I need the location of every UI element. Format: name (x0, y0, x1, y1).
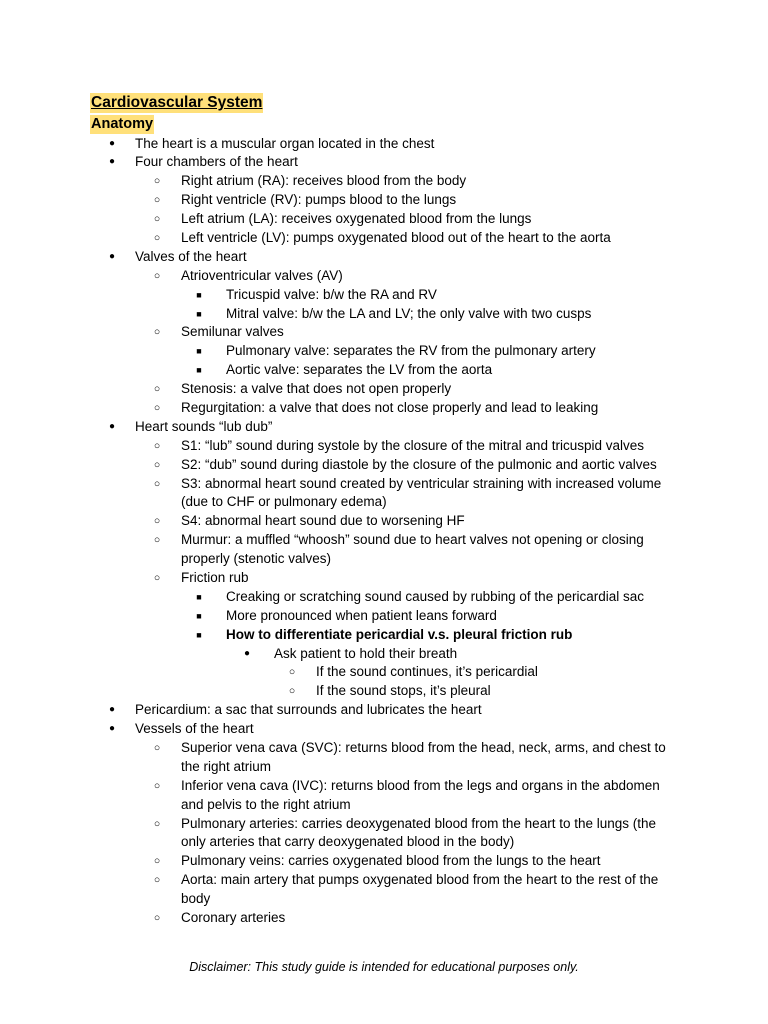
outline-line-text: Mitral valve: b/w the LA and LV; the only valve with two cusps (226, 305, 592, 321)
hollow-bullet-icon: ○ (153, 194, 161, 207)
hollow-bullet-icon: ○ (153, 326, 161, 339)
hollow-bullet-icon: ○ (153, 175, 161, 188)
outline-line (0, 645, 768, 664)
outline-line (0, 777, 768, 796)
square-bullet-icon: ■ (196, 591, 202, 602)
outline-line-text: Pulmonary veins: carries oxygenated blood from the lungs to the heart (181, 853, 601, 869)
outline-line (0, 852, 768, 871)
outline-line (0, 493, 768, 512)
outline-line-text: the right atrium (181, 758, 272, 774)
outline-line (0, 153, 768, 172)
outline-line (0, 437, 768, 456)
outline-line (0, 682, 768, 701)
square-bullet-icon: ■ (196, 346, 202, 357)
outline-line (0, 267, 768, 286)
outline-line-text: Ask patient to hold their breath (274, 645, 458, 661)
outline-line-text: (due to CHF or pulmonary edema) (181, 494, 387, 510)
outline-line-text: More pronounced when patient leans forward (226, 607, 497, 623)
section-heading-anatomy: Anatomy (91, 116, 154, 132)
outline-line-text: Semilunar valves (181, 324, 284, 340)
outline-line (0, 418, 768, 437)
outline-line-text: Heart sounds “lub dub” (135, 418, 273, 434)
outline-line-text: S1: “lub” sound during systole by the closure of the mitral and tricuspid valves (181, 437, 644, 453)
hollow-bullet-icon: ○ (288, 666, 296, 679)
outline-line (0, 342, 768, 361)
filled-bullet-icon: ● (108, 250, 116, 262)
outline-line-text: If the sound continues, it’s pericardial (316, 664, 538, 680)
square-bullet-icon: ■ (196, 629, 202, 640)
outline-line-text: Pulmonary arteries: carries deoxygenated blood from the heart to the lungs (the (181, 815, 657, 831)
outline-line (0, 588, 768, 607)
square-bullet-icon: ■ (196, 289, 202, 300)
hollow-bullet-icon: ○ (153, 269, 161, 282)
outline-line (0, 815, 768, 834)
hollow-bullet-icon: ○ (153, 515, 161, 528)
outline-line-text: Aortic valve: separates the LV from the aorta (226, 362, 493, 378)
filled-bullet-icon: ● (108, 137, 116, 149)
hollow-bullet-icon: ○ (153, 912, 161, 925)
outline-line (0, 607, 768, 626)
outline-line-text: Pericardium: a sac that surrounds and lubricates the heart (135, 702, 482, 718)
outline-line (0, 833, 768, 852)
outline-line (0, 229, 768, 248)
outline-line-text: Inferior vena cava (IVC): returns blood from the legs and organs in the abdomen (181, 777, 660, 793)
square-bullet-icon: ■ (196, 610, 202, 621)
outline-line (0, 323, 768, 342)
hollow-bullet-icon: ○ (153, 231, 161, 244)
hollow-bullet-icon: ○ (153, 779, 161, 792)
outline-line (0, 626, 768, 645)
outline-line (0, 135, 768, 154)
outline-line (0, 475, 768, 494)
hollow-bullet-icon: ○ (153, 383, 161, 396)
outline-line-text: properly (stenotic valves) (181, 551, 332, 567)
hollow-bullet-icon: ○ (153, 817, 161, 830)
outline-line-text: How to differentiate pericardial v.s. pleural friction rub (226, 626, 573, 642)
outline-line-text: S3: abnormal heart sound created by ventricular straining with increased volume (181, 475, 662, 491)
outline-line (0, 399, 768, 418)
outline-line (0, 361, 768, 380)
outline-line (0, 248, 768, 267)
outline-line-text: Right atrium (RA): receives blood from the body (181, 173, 467, 189)
outline-line-text: Four chambers of the heart (135, 154, 298, 170)
outline-line (0, 796, 768, 815)
filled-bullet-icon: ● (108, 704, 116, 716)
hollow-bullet-icon: ○ (153, 874, 161, 887)
hollow-bullet-icon: ○ (153, 439, 161, 452)
outline-line (0, 380, 768, 399)
outline-line (0, 871, 768, 890)
outline-line-text: Murmur: a muffled “whoosh” sound due to heart valves not opening or closing (181, 532, 644, 548)
outline-line-text: Creaking or scratching sound caused by rubbing of the pericardial sac (226, 588, 644, 604)
outline-line-text: The heart is a muscular organ located in the chest (135, 135, 435, 151)
hollow-bullet-icon: ○ (153, 742, 161, 754)
outline-line (0, 172, 768, 191)
filled-bullet-icon: ● (108, 723, 116, 735)
outline-line-text: Vessels of the heart (135, 721, 254, 737)
square-bullet-icon: ■ (196, 308, 202, 319)
outline-line (0, 909, 768, 928)
outline-line-text: If the sound stops, it’s pleural (316, 683, 491, 699)
outline-line-text: Tricuspid valve: b/w the RA and RV (226, 286, 437, 302)
outline-line (0, 191, 768, 210)
outline-line (0, 456, 768, 475)
outline-line (0, 286, 768, 305)
hollow-bullet-icon: ○ (153, 213, 161, 226)
outline-line-text: only arteries that carry deoxygenated blood in the body) (181, 834, 515, 850)
outline-line (0, 550, 768, 569)
hollow-bullet-icon: ○ (153, 571, 161, 584)
hollow-bullet-icon: ○ (153, 458, 161, 471)
outline-line (0, 758, 768, 777)
outline-line-text: Atrioventricular valves (AV) (181, 267, 343, 283)
outline-line-text: Stenosis: a valve that does not open properly (181, 381, 452, 397)
hollow-bullet-icon: ○ (153, 401, 161, 414)
outline-line (0, 663, 768, 682)
outline-line (0, 531, 768, 550)
square-bullet-icon: ■ (196, 365, 202, 376)
outline-line-text: S2: “dub” sound during diastole by the closure of the pulmonic and aortic valves (181, 456, 657, 472)
outline-line-text: Left ventricle (LV): pumps oxygenated blood out of the heart to the aorta (181, 229, 611, 245)
outline-line (0, 305, 768, 324)
outline-line-text: Pulmonary valve: separates the RV from the pulmonary artery (226, 343, 596, 359)
outline-line-text: Coronary arteries (181, 910, 286, 926)
outline-line-text: body (181, 891, 211, 907)
outline-line-text: Right ventricle (RV): pumps blood to the lungs (181, 192, 457, 208)
hollow-bullet-icon: ○ (153, 855, 161, 868)
outline-line (0, 890, 768, 909)
outline-line-text: Left atrium (LA): receives oxygenated blood from the lungs (181, 211, 532, 227)
outline-line-text: Aorta: main artery that pumps oxygenated blood from the heart to the rest of the (181, 872, 659, 888)
document-title: Cardiovascular System (91, 94, 263, 111)
outline-line (0, 512, 768, 531)
filled-bullet-icon: ● (108, 420, 116, 432)
outline-line-text: Valves of the heart (135, 248, 247, 264)
outline-line-text: Regurgitation: a valve that does not close properly and lead to leaking (181, 399, 599, 415)
hollow-bullet-icon: ○ (153, 534, 161, 547)
outline-line-text: and pelvis to the right atrium (181, 796, 351, 812)
outline-line (0, 569, 768, 588)
outline-line-text: Friction rub (181, 569, 249, 585)
hollow-bullet-icon: ○ (153, 477, 161, 490)
outline-line (0, 720, 768, 739)
filled-bullet-icon: ● (108, 156, 116, 168)
filled-bullet-icon: ● (243, 647, 251, 659)
outline-line (0, 739, 768, 758)
disclaimer-footer: Disclaimer: This study guide is intended for educational purposes only. (189, 960, 579, 974)
outline-line (0, 701, 768, 720)
hollow-bullet-icon: ○ (288, 685, 296, 698)
outline-line (0, 210, 768, 229)
bullet-outline (0, 135, 768, 928)
outline-line-text: S4: abnormal heart sound due to worsening HF (181, 513, 465, 529)
outline-line-text: Superior vena cava (SVC): returns blood from the head, neck, arms, and chest to (181, 740, 666, 755)
